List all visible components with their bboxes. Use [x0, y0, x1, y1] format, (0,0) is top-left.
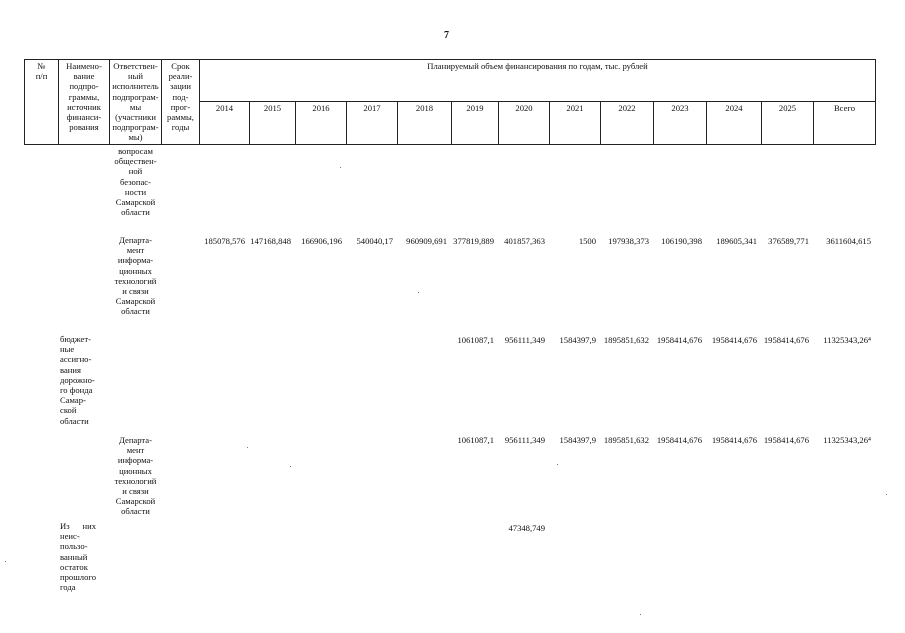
row-2-value-2023: 106190,398 — [661, 236, 702, 246]
row-3-value-2023: 1958414,676 — [656, 335, 702, 345]
header-col-executor: Ответствен- ный исполнитель подпрограм- мы (участники подпрограм- мы) — [112, 61, 159, 143]
header-top-rule — [24, 59, 875, 60]
year-header-10: 2023 — [671, 103, 689, 113]
scan-speck — [340, 167, 341, 168]
page-number: 7 — [444, 30, 449, 41]
header-bottom-rule — [24, 144, 875, 145]
row-2-value-2016: 166906,196 — [301, 236, 342, 246]
row-1-executor: вопросам обществен- ной безопас- ности Самарской области — [114, 146, 157, 218]
header-col-name: Наимено- вание подпро- граммы, источник финанси- рования — [66, 61, 102, 133]
row-3-value-2022: 1895851,632 — [603, 335, 649, 345]
row-4-value-2024: 1958414,676 — [711, 435, 757, 445]
scan-speck — [418, 292, 419, 293]
header-col-number: № п/п — [35, 61, 48, 82]
row-3-value-2019: 1061087,1 — [457, 335, 494, 345]
header-funding-title: Планируемый объем финансирования по годам, тыс. рублей — [427, 61, 648, 71]
row-4-value-2022: 1895851,632 — [603, 435, 649, 445]
year-header-8: 2021 — [566, 103, 584, 113]
col-border — [875, 59, 876, 145]
row-2-value-2018: 960909,691 — [406, 236, 447, 246]
row-4-executor: Департа- мент информа- ционных технологий и связи Самарской области — [114, 435, 157, 517]
row-5-value-2020: 47348,749 — [508, 523, 545, 533]
row-2-value-2014: 185078,576 — [204, 236, 245, 246]
row-4-value-2019: 1061087,1 — [457, 435, 494, 445]
row-4-value-Всего: 11325343,26⁴ — [823, 435, 871, 445]
row-5-name: Из них неис- пользо- ванный остаток прошлого года — [60, 521, 97, 593]
year-header-7: 2020 — [515, 103, 533, 113]
year-header-6: 2019 — [466, 103, 484, 113]
scan-speck — [247, 447, 248, 448]
row-3-name: бюджет- ные ассигно- вания дорожно- го фонда Самар- ской области — [60, 334, 95, 426]
row-3-value-2021: 1584397,9 — [559, 335, 596, 345]
years-row-rule — [199, 101, 875, 102]
year-header-1: 2014 — [215, 103, 234, 113]
row-2-executor: Департа- мент информа- ционных технологий и связи Самарской области — [114, 235, 157, 317]
year-header-2: 2015 — [263, 103, 282, 113]
year-header-9: 2022 — [618, 103, 636, 113]
year-header-11: 2024 — [725, 103, 743, 113]
scan-speck — [640, 614, 641, 615]
row-2-value-2017: 540040,17 — [356, 236, 393, 246]
row-3-value-2020: 956111,349 — [504, 335, 545, 345]
row-3-value-2024: 1958414,676 — [711, 335, 757, 345]
year-header-4: 2017 — [363, 103, 381, 113]
row-2-value-2015: 147168,848 — [250, 236, 291, 246]
row-2-value-2020: 401857,363 — [504, 236, 545, 246]
row-2-value-2025: 376589,771 — [768, 236, 809, 246]
scan-speck — [290, 466, 291, 467]
header-col-term: Срок реали- зации под- прог- раммы, годы — [167, 61, 194, 133]
row-4-value-2023: 1958414,676 — [656, 435, 702, 445]
row-2-value-2022: 197938,373 — [608, 236, 649, 246]
row-2-value-2024: 189605,341 — [716, 236, 757, 246]
row-4-value-2021: 1584397,9 — [559, 435, 596, 445]
row-2-value-2019: 377819,889 — [453, 236, 494, 246]
scan-speck — [5, 561, 6, 562]
year-header-5: 2018 — [415, 103, 434, 113]
row-4-value-2025: 1958414,676 — [763, 435, 809, 445]
row-3-value-2025: 1958414,676 — [763, 335, 809, 345]
year-header-3: 2016 — [312, 103, 330, 113]
row-3-value-Всего: 11325343,26⁴ — [823, 335, 871, 345]
col-border — [199, 59, 200, 145]
year-header-13: Всего — [833, 103, 856, 113]
row-2-value-2021: 1500 — [578, 236, 596, 246]
year-header-12: 2025 — [778, 103, 797, 113]
scan-speck — [557, 464, 558, 465]
row-2-value-Всего: 3611604,615 — [826, 236, 871, 246]
row-4-value-2020: 956111,349 — [504, 435, 545, 445]
scan-speck — [886, 494, 887, 495]
